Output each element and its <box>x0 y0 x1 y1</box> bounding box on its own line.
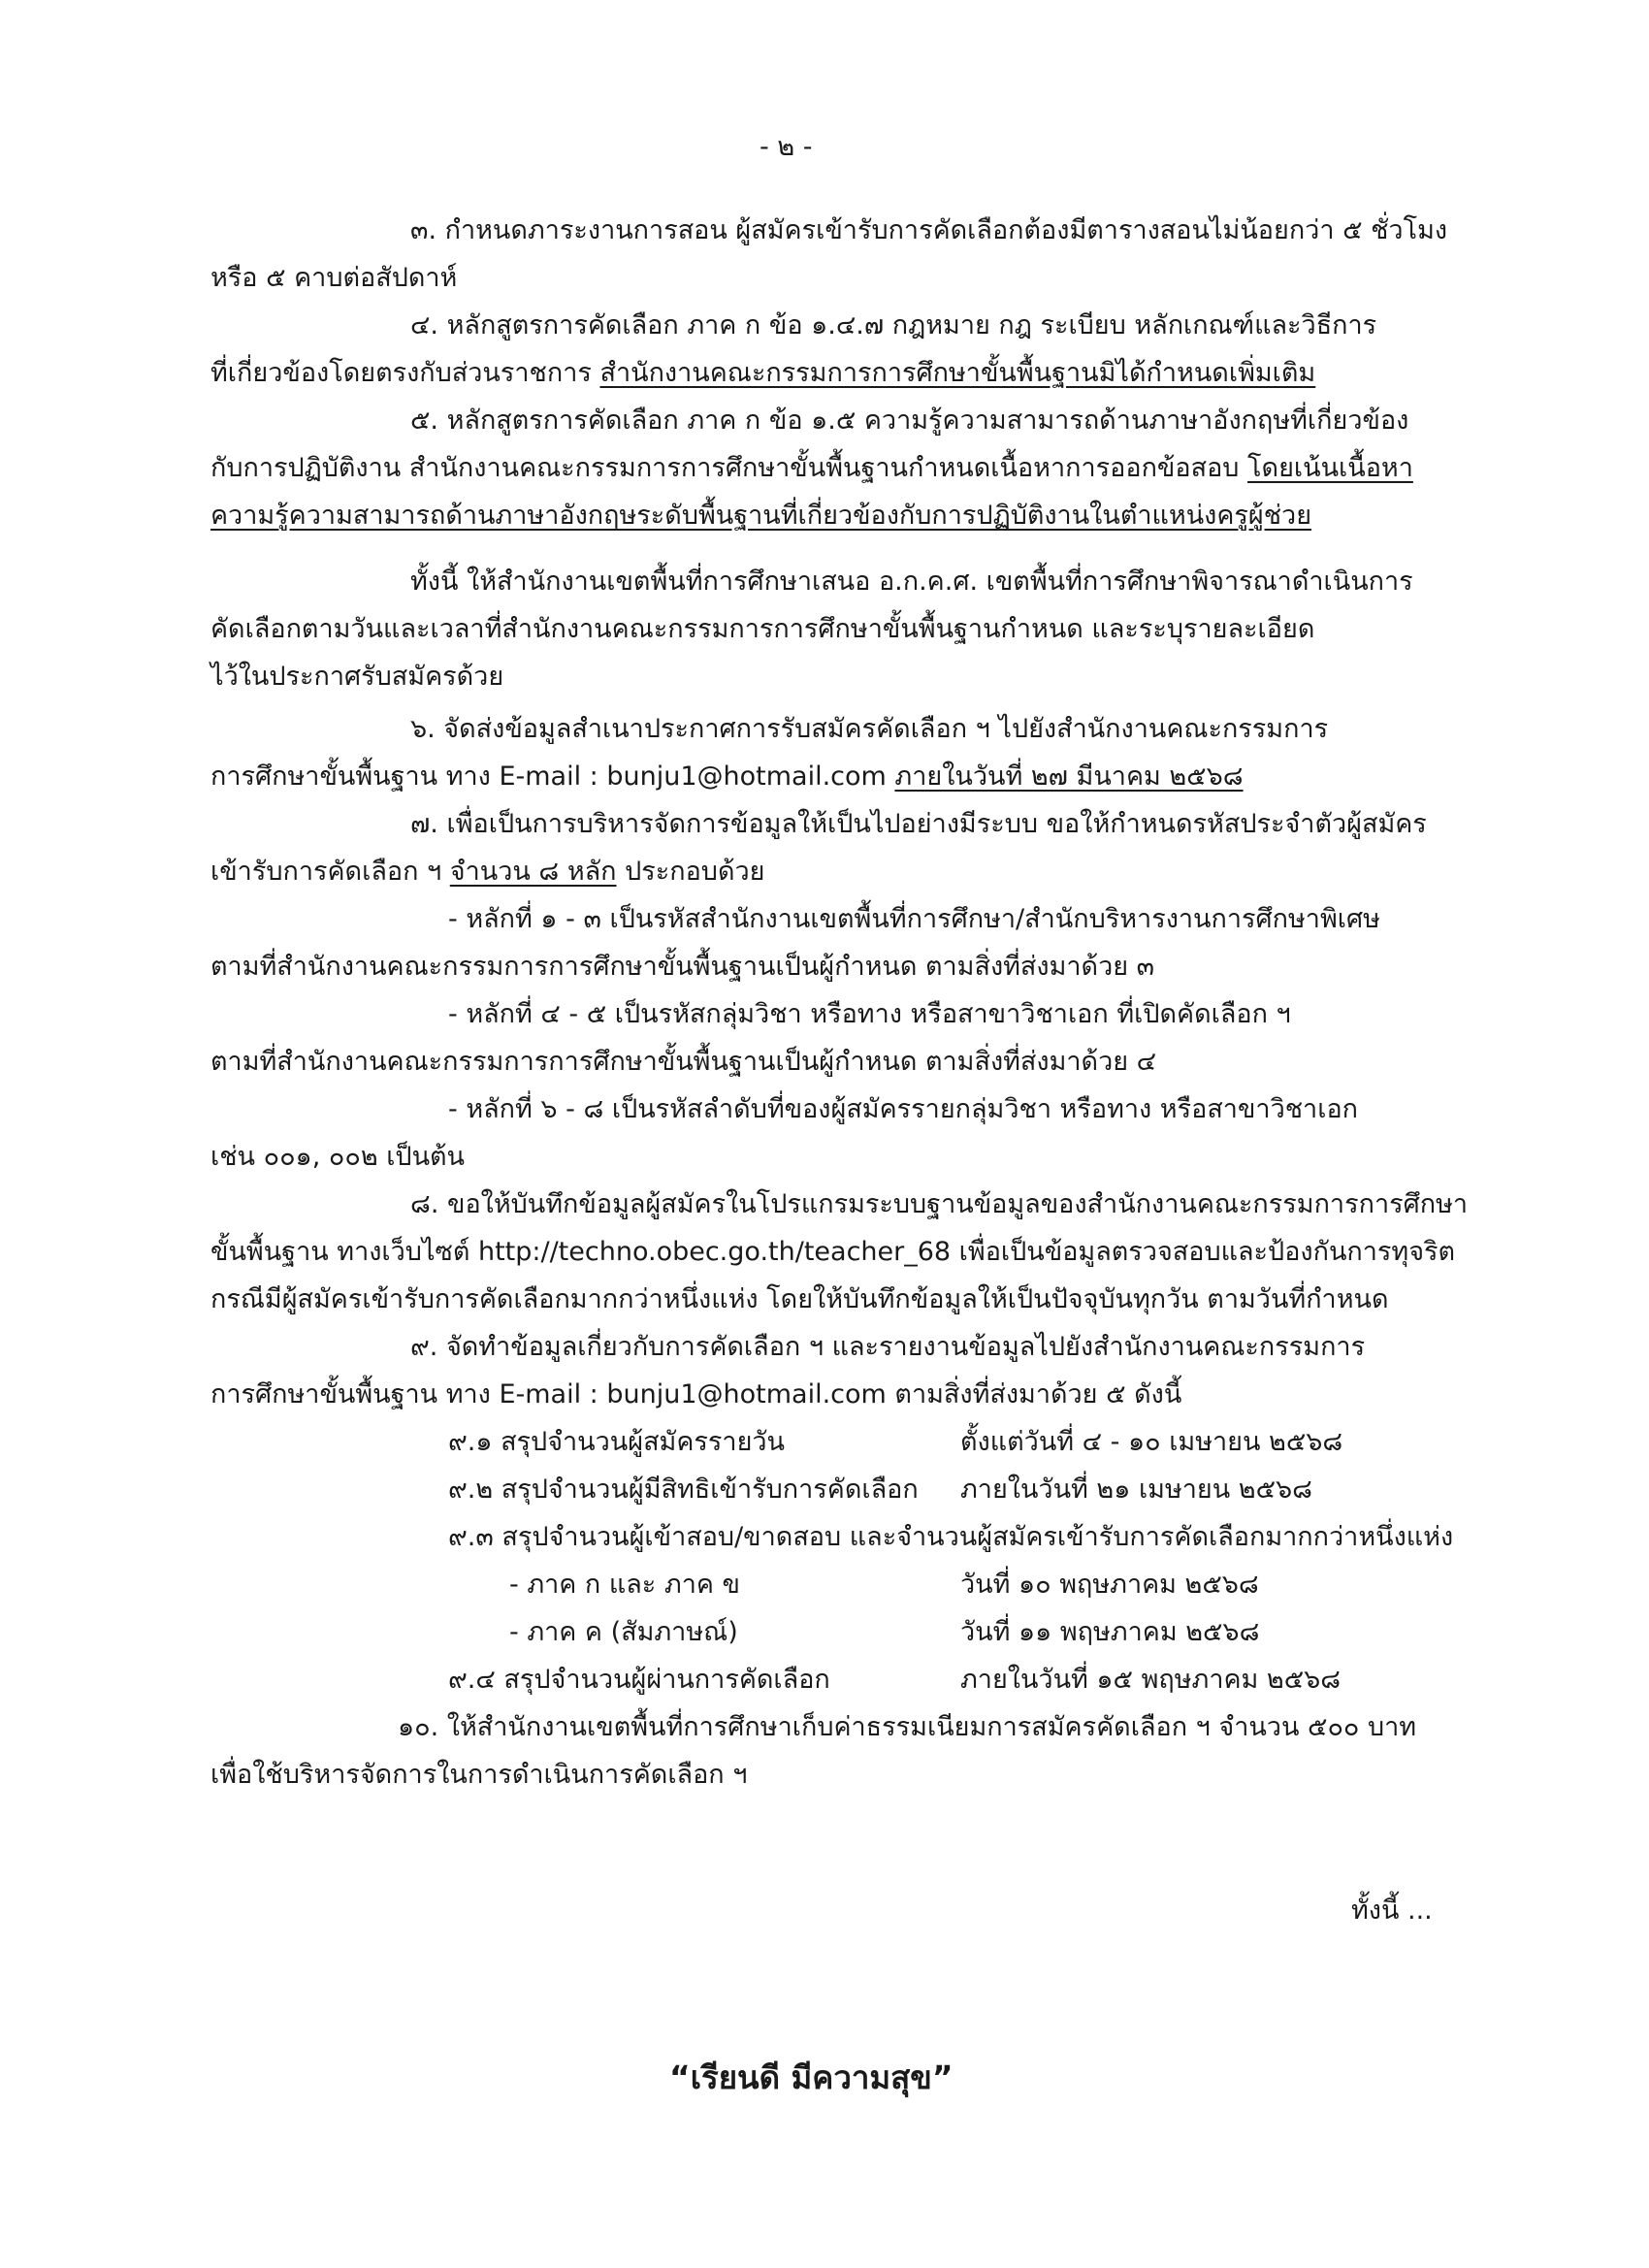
item6-line2 <box>210 758 1244 796</box>
item9-3a-date: วันที่ ๑๐ พฤษภาคม ๒๕๖๘ <box>960 1570 1259 1600</box>
item9-4-label: ๙.๔ สรุปจำนวนผู้ผ่านการคัดเลือก <box>448 1665 830 1695</box>
item9-2-label: ๙.๒ สรุปจำนวนผู้มีสิทธิเข้ารับการคัดเลือก <box>448 1474 919 1505</box>
continuation-text: ทั้งนี้ ... <box>1351 1895 1433 1926</box>
note-line1: ทั้งนี้ ให้สำนักงานเขตพื้นที่การศึกษาเสนอ อ.ก.ค.ศ. เขตพื้นที่การศึกษาพิจารณาดำเนินการ <box>410 567 1413 597</box>
item4-underlined-text: สำนักงานคณะกรรมการการศึกษาขั้นพื้นฐานมิได้กำหนดเพิ่มเติม <box>599 358 1316 388</box>
item4-line2-text: ที่เกี่ยวข้องโดยตรงกับส่วนราชการ <box>210 358 600 388</box>
item7-line2-text-a: เข้ารับการคัดเลือก ฯ <box>210 857 450 887</box>
item4-line1: ๔. หลักสูตรการคัดเลือก ภาค ก ข้อ ๑.๔.๗ กฎหมาย กฎ ระเบียบ หลักเกณฑ์และวิธีการ <box>410 310 1377 340</box>
item6-deadline: ภายในวันที่ ๒๗ มีนาคม ๒๕๖๘ <box>894 761 1244 792</box>
item9-1-date: ตั้งแต่วันที่ ๔ - ๑๐ เมษายน ๒๕๖๘ <box>960 1427 1343 1457</box>
item9-3-label: ๙.๓ สรุปจำนวนผู้เข้าสอบ/ขาดสอบ และจำนวนผู้สมัครเข้ารับการคัดเลือกมากกว่าหนึ่งแห่ง <box>448 1522 1454 1552</box>
item9-4-date: ภายในวันที่ ๑๕ พฤษภาคม ๒๕๖๘ <box>960 1665 1342 1695</box>
item7-digits-6-8-line2: เช่น ๐๐๑, ๐๐๒ เป็นต้น <box>210 1142 466 1172</box>
item9-line2: การศึกษาขั้นพื้นฐาน ทาง E-mail : bunju1@hotmail.com ตามสิ่งที่ส่งมาด้วย ๕ ดังนี้ <box>210 1379 1182 1409</box>
item4-line2 <box>210 354 1315 393</box>
item7-line1: ๗. เพื่อเป็นการบริหารจัดการข้อมูลให้เป็นไปอย่างมีระบบ ขอให้กำหนดรหัสประจำตัวผู้สมัคร <box>410 809 1427 839</box>
item9-1-label: ๙.๑ สรุปจำนวนผู้สมัครรายวัน <box>448 1427 786 1457</box>
note-line2: คัดเลือกตามวันและเวลาที่สำนักงานคณะกรรมการการศึกษาขั้นพื้นฐานกำหนด และระบุรายละเอียด <box>210 614 1315 644</box>
item8-line1: ๘. ขอให้บันทึกข้อมูลผู้สมัครในโปรแกรมระบบฐานข้อมูลของสำนักงานคณะกรรมการการศึกษา <box>410 1189 1469 1219</box>
item8-line2: ขั้นพื้นฐาน ทางเว็บไซต์ http://techno.obec.go.th/teacher_68 เพื่อเป็นข้อมูลตรวจสอบและป้องกันการทุจริต <box>210 1237 1456 1267</box>
item6-line2-text: การศึกษาขั้นพื้นฐาน ทาง E-mail : bunju1@hotmail.com <box>210 761 895 792</box>
item9-2-date: ภายในวันที่ ๒๑ เมษายน ๒๕๖๘ <box>960 1474 1312 1505</box>
note-line3: ไว้ในประกาศรับสมัครด้วย <box>210 662 504 692</box>
item3-line1: ๓. กำหนดภาระงานการสอน ผู้สมัครเข้ารับการคัดเลือกต้องมีตารางสอนไม่น้อยกว่า ๕ ชั่วโมง <box>410 215 1448 245</box>
item5-line3: ความรู้ความสามารถด้านภาษาอังกฤษระดับพื้นฐานที่เกี่ยวข้องกับการปฏิบัติงานในตำแหน่งครูผู้ช่วย <box>210 501 1312 531</box>
item7-line2-text-b: ประกอบด้วย <box>616 857 765 887</box>
item7-line2 <box>210 853 764 891</box>
item7-digits-1-3-line1: - หลักที่ ๑ - ๓ เป็นรหัสสำนักงานเขตพื้นที่การศึกษา/สำนักบริหารงานการศึกษาพิเศษ <box>448 904 1380 934</box>
item5-line2-text: กับการปฏิบัติงาน สำนักงานคณะกรรมการการศึกษาขั้นพื้นฐานกำหนดเนื้อหาการออกข้อสอบ <box>210 453 1248 483</box>
item7-digits-4-5-line1: - หลักที่ ๔ - ๕ เป็นรหัสกลุ่มวิชา หรือทาง หรือสาขาวิชาเอก ที่เปิดคัดเลือก ฯ <box>448 999 1291 1029</box>
item9-line1: ๙. จัดทำข้อมูลเกี่ยวกับการคัดเลือก ฯ และรายงานข้อมูลไปยังสำนักงานคณะกรรมการ <box>410 1332 1366 1362</box>
slogan: “เรียนดี มีความสุข” <box>669 2058 954 2096</box>
item9-3b-label: - ภาค ค (สัมภาษณ์) <box>509 1617 738 1647</box>
item10-line1: ๑๐. ให้สำนักงานเขตพื้นที่การศึกษาเก็บค่าธรรมเนียมการสมัครคัดเลือก ฯ จำนวน ๕๐๐ บาท <box>398 1712 1417 1742</box>
item3-line2: หรือ ๕ คาบต่อสัปดาห์ <box>210 263 458 293</box>
item10-line2: เพื่อใช้บริหารจัดการในการดำเนินการคัดเลือก ฯ <box>210 1760 748 1790</box>
item8-line3: กรณีมีผู้สมัครเข้ารับการคัดเลือกมากกว่าหนึ่งแห่ง โดยให้บันทึกข้อมูลให้เป็นปัจจุบันทุกวัน ตามวันที่กำหนด <box>210 1284 1389 1314</box>
item9-3a-label: - ภาค ก และ ภาค ข <box>509 1570 740 1600</box>
item5-line1: ๕. หลักสูตรการคัดเลือก ภาค ก ข้อ ๑.๕ ความรู้ความสามารถด้านภาษาอังกฤษที่เกี่ยวข้อง <box>410 405 1409 436</box>
page-number: - ๒ - <box>760 132 813 162</box>
item5-line2 <box>210 449 1413 488</box>
item7-digits-4-5-line2: ตามที่สำนักงานคณะกรรมการการศึกษาขั้นพื้นฐานเป็นผู้กำหนด ตามสิ่งที่ส่งมาด้วย ๔ <box>210 1047 1157 1077</box>
item6-line1: ๖. จัดส่งข้อมูลสำเนาประกาศการรับสมัครคัดเลือก ฯ ไปยังสำนักงานคณะกรรมการ <box>410 714 1329 744</box>
item7-digits-1-3-line2: ตามที่สำนักงานคณะกรรมการการศึกษาขั้นพื้นฐานเป็นผู้กำหนด ตามสิ่งที่ส่งมาด้วย ๓ <box>210 952 1155 982</box>
item7-digits-6-8-line1: - หลักที่ ๖ - ๘ เป็นรหัสลำดับที่ของผู้สมัครรายกลุ่มวิชา หรือทาง หรือสาขาวิชาเอก <box>448 1094 1359 1124</box>
item9-3b-date: วันที่ ๑๑ พฤษภาคม ๒๕๖๘ <box>960 1617 1260 1647</box>
item5-underlined-text: โดยเน้นเนื้อหา <box>1247 453 1413 483</box>
item7-digit-count: จำนวน ๘ หลัก <box>449 857 617 887</box>
